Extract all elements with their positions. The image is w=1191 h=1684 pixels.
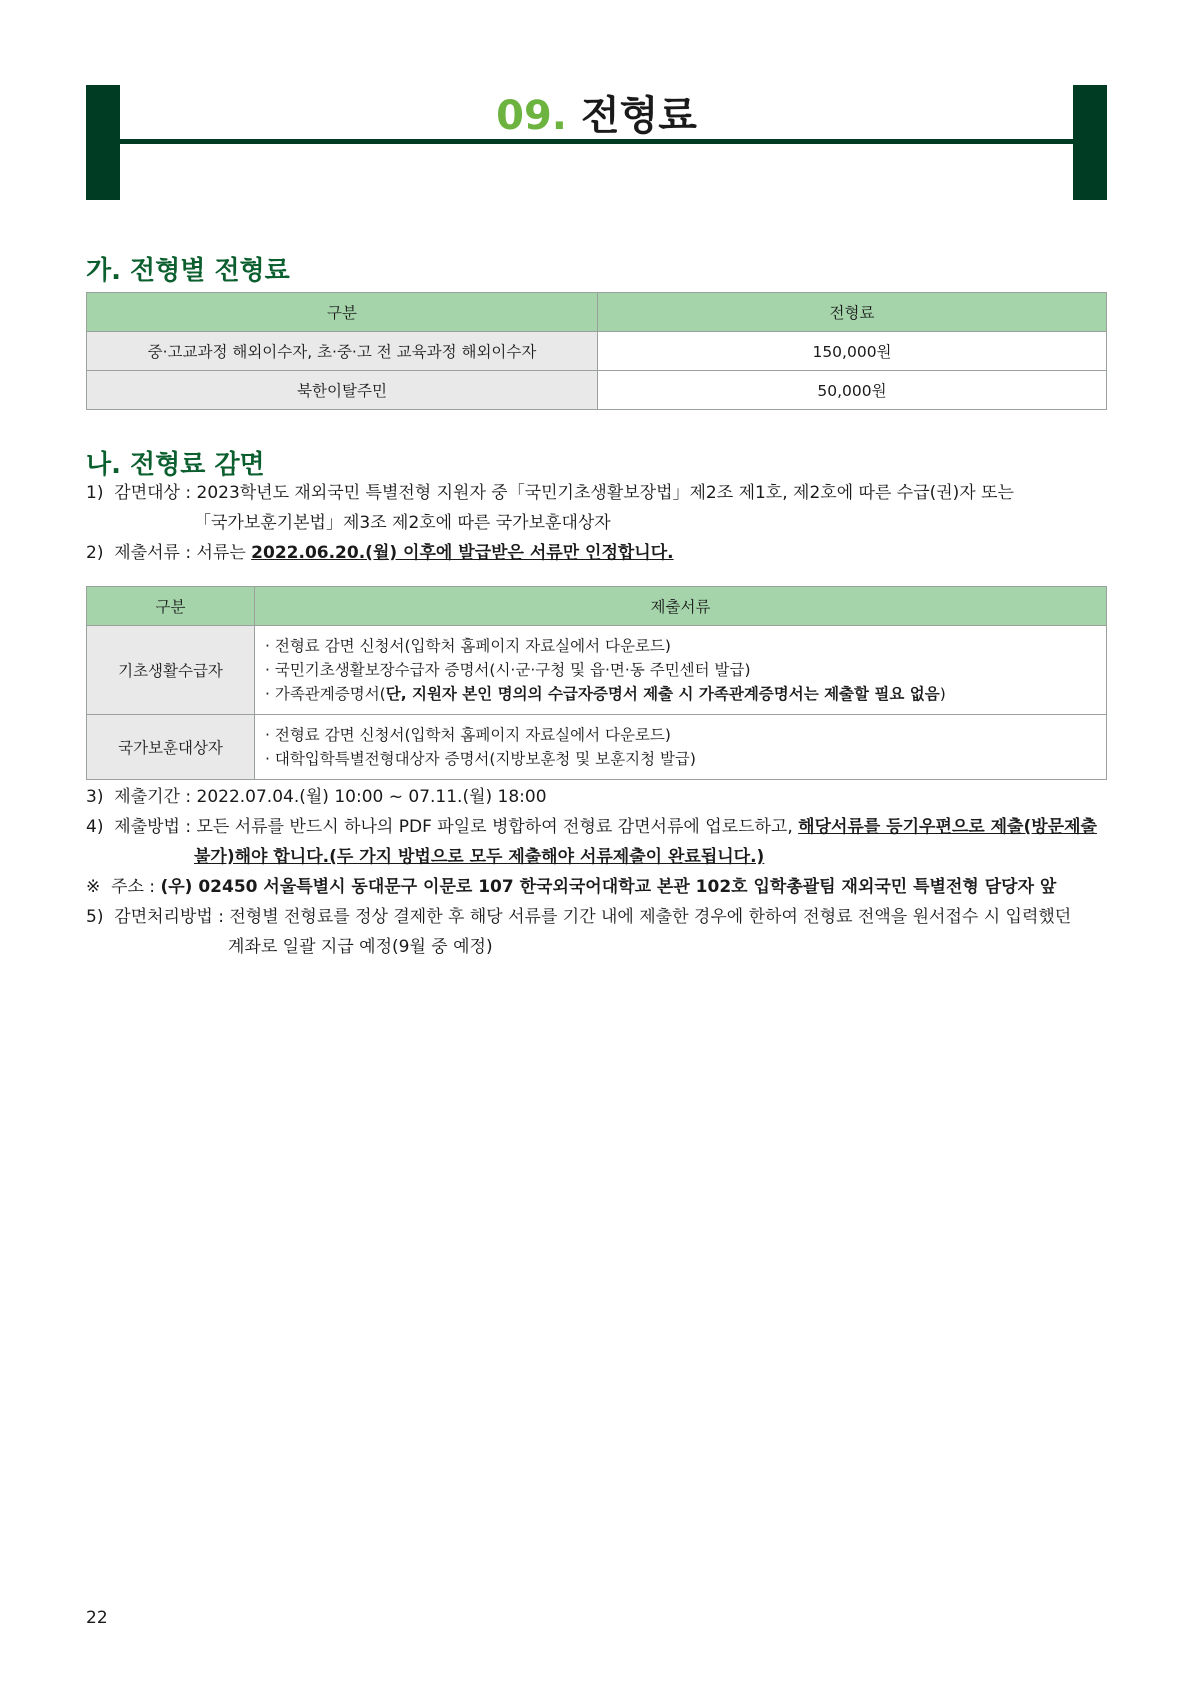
docs-table-header-documents: 제출서류 [255, 587, 1107, 626]
page-number: 22 [86, 1608, 108, 1628]
item-emphasis: 2022.06.20.(월) 이후에 발급받은 서류만 인정합니다. [251, 543, 674, 563]
note-mark: ※ [86, 877, 101, 897]
item-emphasis: 해당서류를 등기우편으로 제출(방문제출 [798, 817, 1097, 837]
item-3 [86, 782, 1107, 812]
title-bar-left [86, 85, 120, 200]
doc-item: · 전형료 감면 신청서(입학처 홈페이지 자료실에서 다운로드) [265, 726, 671, 744]
item-4 [86, 812, 1107, 842]
item-2 [86, 538, 1107, 568]
chapter-title [120, 84, 1073, 141]
address-text: (우) 02450 서울특별시 동대문구 이문로 107 한국외국어대학교 본관 102호 입학총괄팀 재외국민 특별전형 담당자 앞 [160, 877, 1057, 897]
docs-list [255, 626, 1107, 715]
doc-item-text: ) [939, 685, 946, 703]
item-5-continued: 계좌로 일괄 지급 예정(9월 중 예정) [228, 937, 493, 957]
chapter-number: 09. [496, 93, 567, 139]
note-label: 주소 : [111, 877, 156, 897]
item-number: 5) [86, 907, 104, 927]
item-number: 3) [86, 787, 104, 807]
item-1-continued: 「국가보훈기본법」제3조 제2호에 따른 국가보훈대상자 [194, 513, 611, 533]
docs-category: 국가보훈대상자 [87, 715, 255, 780]
section-a-heading: 가. 전형별 전형료 [86, 256, 290, 286]
item-text: 서류는 [196, 543, 252, 563]
item-text: 모든 서류를 반드시 하나의 PDF 파일로 병합하여 전형료 감면서류에 업로드하고, [196, 817, 799, 837]
item-text: 전형별 전형료를 정상 결제한 후 해당 서류를 기간 내에 제출한 경우에 한하여 전형료 전액을 원서접수 시 입력했던 [229, 907, 1072, 927]
item-number: 4) [86, 817, 104, 837]
item-text: 2023학년도 재외국민 특별전형 지원자 중「국민기초생활보장법」제2조 제1호, 제2호에 따른 수급(권)자 또는 [196, 483, 1014, 503]
title-bar-right [1073, 85, 1107, 200]
table-row [87, 371, 1107, 410]
item-label: 감면대상 : [114, 483, 192, 503]
item-5 [86, 902, 1107, 932]
docs-table-header-category: 구분 [87, 587, 255, 626]
table-row [87, 626, 1107, 715]
item-1 [86, 478, 1107, 508]
fee-table-header-category: 구분 [87, 293, 598, 332]
item-label: 제출서류 : [114, 543, 192, 563]
item-text: 2022.07.04.(월) 10:00 ~ 07.11.(월) 18:00 [196, 787, 547, 807]
doc-item-emphasis: 단, 지원자 본인 명의의 수급자증명서 제출 시 가족관계증명서는 제출할 필요 없음 [385, 685, 940, 703]
address-note [86, 872, 1107, 902]
doc-item: · 대학입학특별전형대상자 증명서(지방보훈청 및 보훈지청 발급) [265, 750, 696, 768]
fee-table-header-fee: 전형료 [598, 293, 1107, 332]
doc-item [265, 682, 1096, 706]
item-label: 제출기간 : [114, 787, 192, 807]
table-row [87, 332, 1107, 371]
fee-table [86, 292, 1107, 410]
docs-category: 기초생활수급자 [87, 626, 255, 715]
fee-amount: 150,000원 [598, 332, 1107, 371]
item-number: 2) [86, 543, 104, 563]
fee-amount: 50,000원 [598, 371, 1107, 410]
table-row [87, 715, 1107, 780]
item-label: 감면처리방법 : [114, 907, 224, 927]
doc-item: · 국민기초생활보장수급자 증명서(시·군·구청 및 읍·면·동 주민센터 발급) [265, 661, 751, 679]
documents-table [86, 586, 1107, 780]
doc-item-text: · 가족관계증명서( [265, 685, 386, 703]
docs-list [255, 715, 1107, 780]
section-b-heading: 나. 전형료 감면 [86, 450, 265, 480]
item-4-continued [194, 842, 1107, 872]
fee-category: 중·고교과정 해외이수자, 초·중·고 전 교육과정 해외이수자 [87, 332, 598, 371]
item-emphasis: 불가)해야 합니다.(두 가지 방법으로 모두 제출해야 서류제출이 완료됩니다.) [194, 847, 765, 867]
doc-item: · 전형료 감면 신청서(입학처 홈페이지 자료실에서 다운로드) [265, 637, 671, 655]
item-label: 제출방법 : [114, 817, 192, 837]
item-number: 1) [86, 483, 104, 503]
fee-category: 북한이탈주민 [87, 371, 598, 410]
chapter-title-text: 전형료 [580, 93, 697, 139]
